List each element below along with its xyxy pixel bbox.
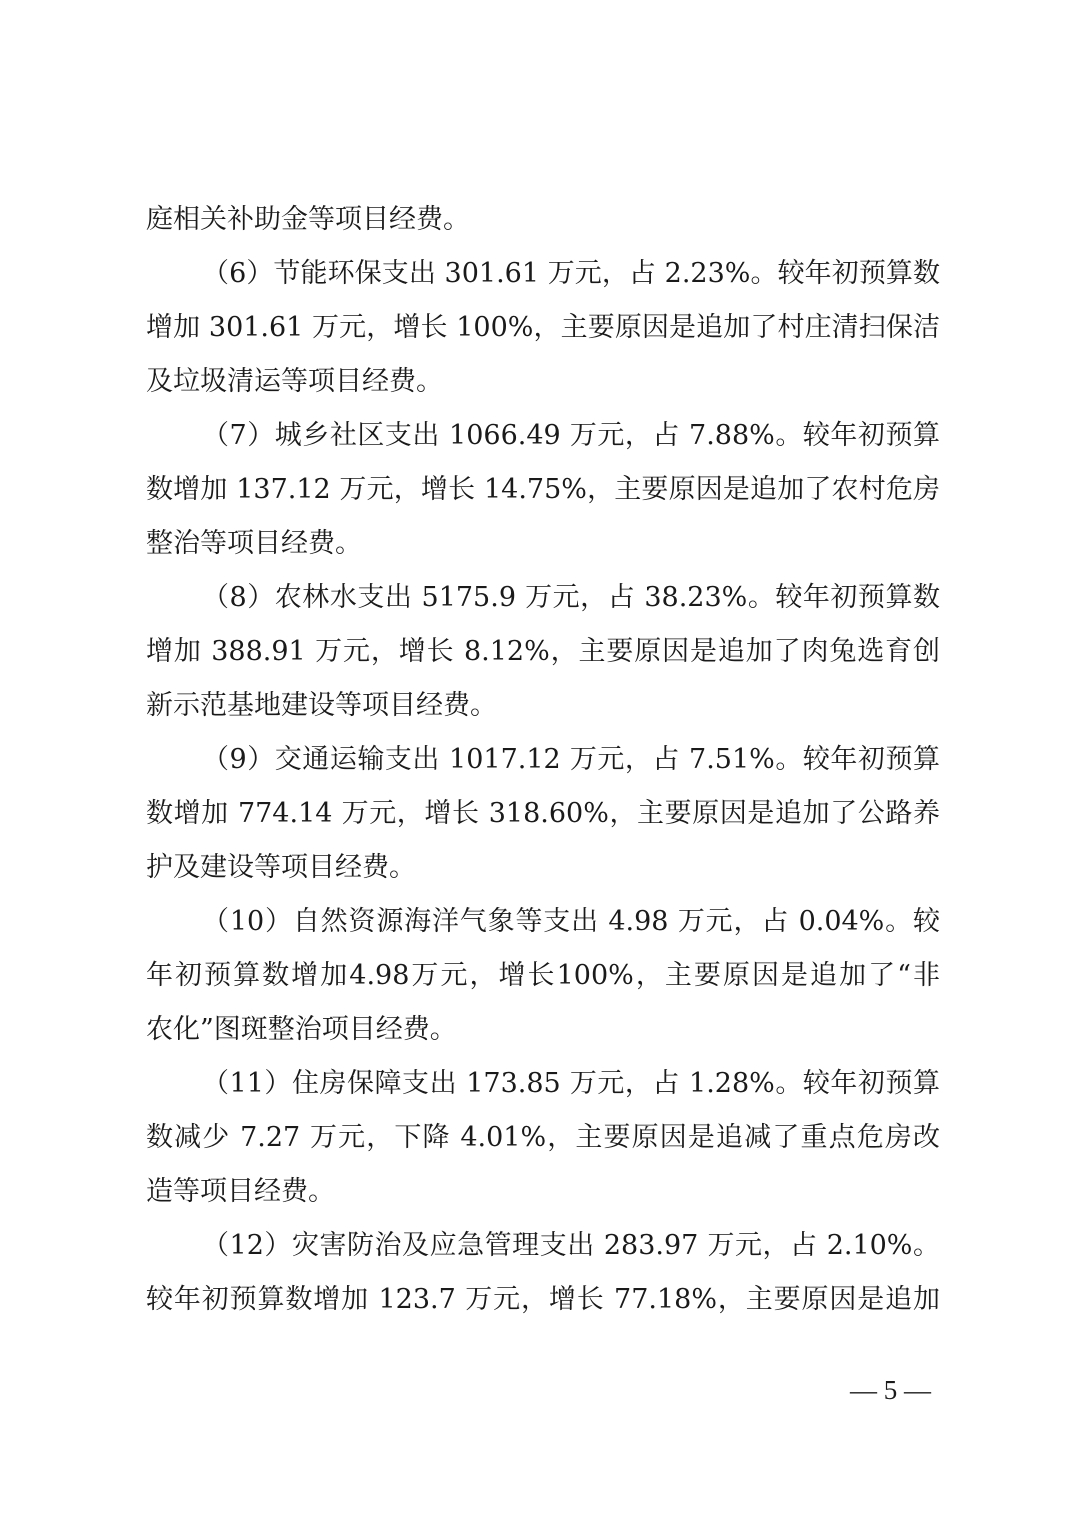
text-line: 增加 388.91 万元，增长 8.12%，主要原因是追加了肉兔选育创 bbox=[146, 636, 940, 667]
text-line: 农化”图斑整治项目经费。 bbox=[146, 1014, 457, 1045]
text-line: 较年初预算数增加 123.7 万元，增长 77.18%，主要原因是追加 bbox=[146, 1284, 940, 1315]
text-line: （12）灾害防治及应急管理支出 283.97 万元，占 2.10%。 bbox=[202, 1230, 940, 1261]
body-text bbox=[146, 193, 940, 1327]
text-line: 数增加 137.12 万元，增长 14.75%，主要原因是追加了农村危房 bbox=[146, 474, 940, 505]
text-line: 造等项目经费。 bbox=[146, 1176, 335, 1207]
text-line: 新示范基地建设等项目经费。 bbox=[146, 690, 497, 721]
text-line: （9）交通运输支出 1017.12 万元，占 7.51%。较年初预算 bbox=[202, 744, 940, 775]
text-line: 护及建设等项目经费。 bbox=[146, 852, 416, 883]
page-number: — 5 — bbox=[850, 1375, 931, 1405]
text-line: 整治等项目经费。 bbox=[146, 528, 362, 559]
text-line: （8）农林水支出 5175.9 万元，占 38.23%。较年初预算数 bbox=[202, 582, 940, 613]
text-line: 年初预算数增加4.98万元，增长100%，主要原因是追加了“非 bbox=[146, 960, 940, 991]
text-line: 增加 301.61 万元，增长 100%，主要原因是追加了村庄清扫保洁 bbox=[146, 312, 940, 343]
text-line: （10）自然资源海洋气象等支出 4.98 万元，占 0.04%。较 bbox=[202, 906, 940, 937]
text-line: 及垃圾清运等项目经费。 bbox=[146, 366, 443, 397]
text-line: 庭相关补助金等项目经费。 bbox=[146, 204, 470, 235]
text-line: 数减少 7.27 万元，下降 4.01%，主要原因是追减了重点危房改 bbox=[146, 1122, 940, 1153]
text-line: （7）城乡社区支出 1066.49 万元，占 7.88%。较年初预算 bbox=[202, 420, 940, 451]
text-line: 数增加 774.14 万元，增长 318.60%，主要原因是追加了公路养 bbox=[146, 798, 940, 829]
text-line: （6）节能环保支出 301.61 万元，占 2.23%。较年初预算数 bbox=[202, 258, 940, 289]
text-line: （11）住房保障支出 173.85 万元，占 1.28%。较年初预算 bbox=[202, 1068, 940, 1099]
